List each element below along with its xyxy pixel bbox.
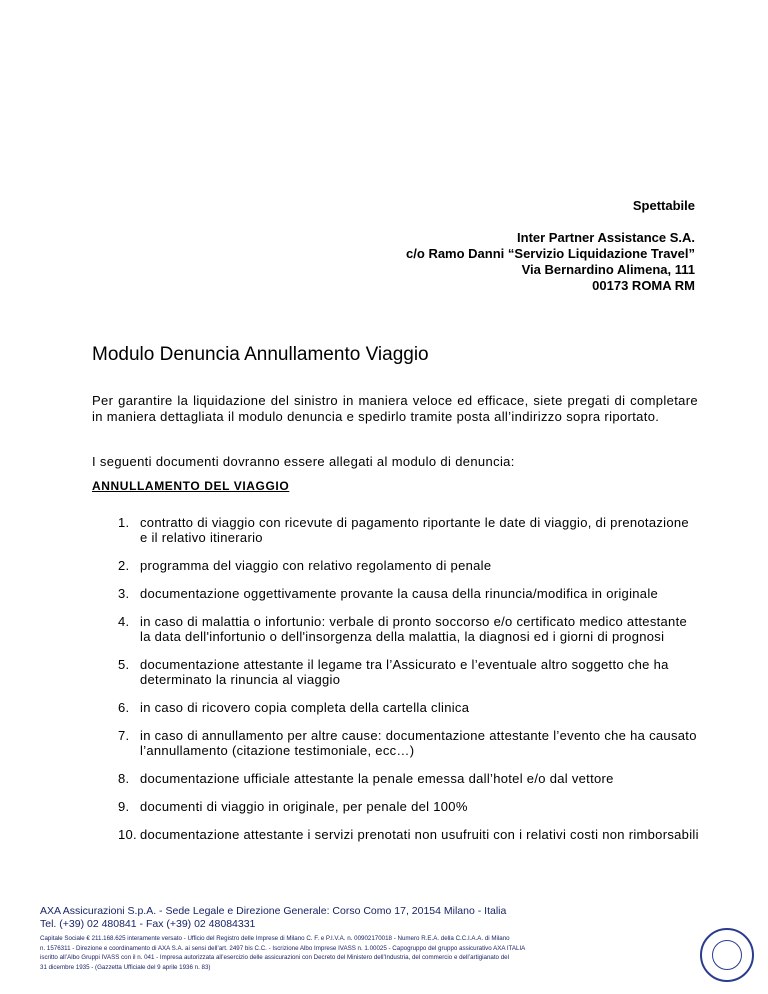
footer-legal-line: iscritto all’Albo Gruppi IVASS con il n. 041 - Impresa autorizzata all’esercizio delle assicurazioni con Decreto del Ministero dell’Industria, del commercio e dell’artigianato del [40,954,509,961]
footer-legal-line: Capitale Sociale € 211.168.625 interamente versato - Ufficio del Registro delle Imprese di Milano C. F. e P.I.V.A. n. 00902170018 - Numero R.E.A. della C.C.I.A.A. di Milano [40,935,510,942]
list-text: documentazione attestante i servizi prenotati non usufruiti con i relativi costi non rimborsabili [140,827,699,842]
list-number: 3. [118,586,130,601]
recipient-address [406,198,695,294]
list-number: 10. [118,827,137,842]
list-item [118,728,700,758]
list-text: documenti di viaggio in originale, per penale del 100% [140,799,468,814]
list-item [118,827,700,842]
recipient-line: 00173 ROMA RM [592,278,695,293]
list-item [118,657,700,687]
list-number: 8. [118,771,130,786]
section-heading: ANNULLAMENTO DEL VIAGGIO [92,479,290,493]
intro-paragraph: Per garantire la liquidazione del sinistro in maniera veloce ed efficace, siete pregati di completare in maniera dettagliata il modulo denuncia e spedirlo tramite posta all’indirizzo sopra riportato. [92,393,698,424]
greeting: Spettabile [632,198,695,213]
footer-contacts: Tel. (+39) 02 480841 - Fax (+39) 02 48084331 [40,918,256,930]
list-item [118,700,700,715]
list-text: in caso di malattia o infortunio: verbale di pronto soccorso e/o certificato medico attestante la data dell'infortunio o dell'insorgenza della malattia, la diagnosi ed i giorni di prognosi [140,614,688,644]
list-number: 7. [118,728,130,743]
list-number: 1. [118,515,130,530]
list-item [118,515,700,545]
list-item [118,614,700,644]
list-number: 9. [118,799,130,814]
recipient-line: Via Bernardino Alimena, 111 [521,262,695,277]
list-text: documentazione attestante il legame tra l’Assicurato e l’eventuale altro soggetto che ha determinato la rinuncia al viaggio [140,657,669,687]
list-item [118,771,700,786]
list-item [118,586,700,601]
company-footer [40,905,700,972]
list-text: programma del viaggio con relativo regolamento di penale [140,558,492,573]
list-number: 2. [118,558,130,573]
footer-legal [40,934,700,972]
list-number: 4. [118,614,130,629]
footer-legal-line: n. 1576311 - Direzione e coordinamento di AXA S.A. ai sensi dell’art. 2497 bis C.C. - Iscrizione Albo Imprese IVASS n. 1.00025 - Capogruppo del gruppo assicurativo AXA ITALIA [40,944,526,952]
document-title: Modulo Denuncia Annullamento Viaggio [92,344,429,365]
footer-legal-line: 31 dicembre 1935 - (Gazzetta Ufficiale del 9 aprile 1936 n. 83) [40,963,211,971]
list-text: documentazione ufficiale attestante la penale emessa dall’hotel e/o dal vettore [140,771,614,786]
list-item [118,558,700,573]
list-text: in caso di annullamento per altre cause: documentazione attestante l’evento che ha causato l’annullamento (citazione testimoniale, ecc…) [140,728,697,758]
company-seal-icon [700,928,754,982]
list-text: documentazione oggettivamente provante la causa della rinuncia/modifica in originale [140,586,659,601]
lead-paragraph: I seguenti documenti dovranno essere allegati al modulo di denuncia: [92,454,515,469]
list-text: in caso di ricovero copia completa della cartella clinica [140,700,470,715]
document-list [118,515,700,855]
list-number: 5. [118,657,130,672]
list-item [118,799,700,814]
recipient-line: Inter Partner Assistance S.A. [517,230,695,245]
list-text: contratto di viaggio con ricevute di pagamento riportante le date di viaggio, di prenotazione e il relativo itinerario [140,515,689,545]
list-number: 6. [118,700,130,715]
recipient-line: c/o Ramo Danni “Servizio Liquidazione Travel” [406,246,695,261]
footer-address: AXA Assicurazioni S.p.A. - Sede Legale e Direzione Generale: Corso Como 17, 20154 Milano - Italia [40,905,507,917]
